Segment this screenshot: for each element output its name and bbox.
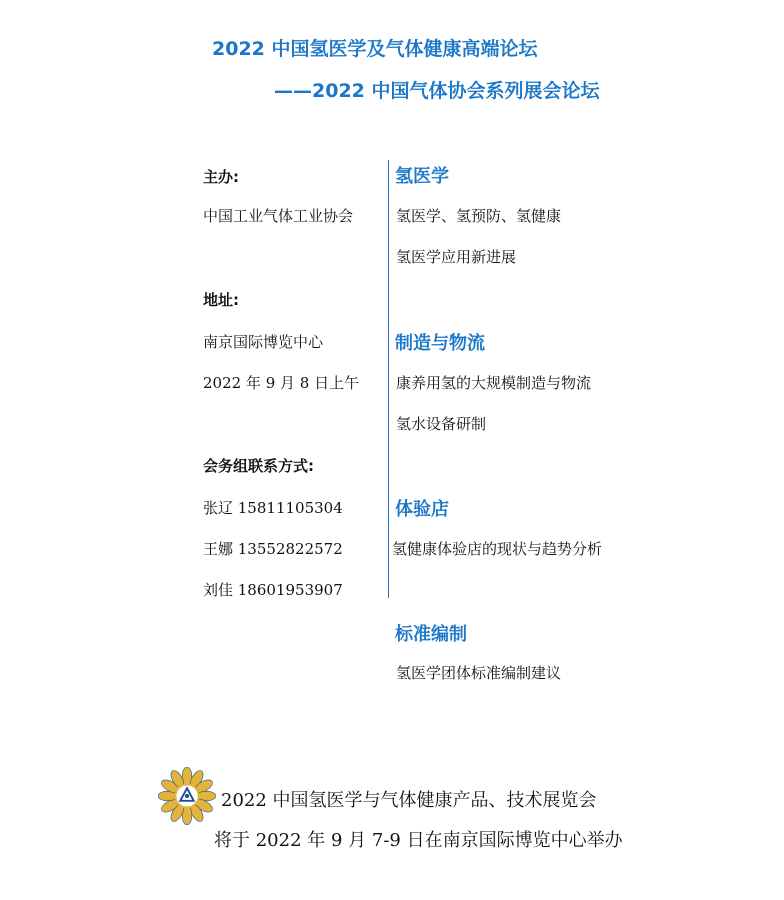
organizer-value: 中国工业气体工业协会: [203, 207, 354, 225]
contact-label: 会务组联系方式:: [203, 457, 314, 475]
expo-announcement: 2022 中国氢医学与气体健康产品、技术展览会: [221, 790, 597, 811]
address-value: 南京国际博览中心: [203, 333, 324, 351]
section-title: 体验店: [395, 499, 449, 520]
section-title: 氢医学: [395, 166, 449, 187]
address-label: 地址:: [203, 291, 239, 309]
section-item: 氢健康体验店的现状与趋势分析: [392, 540, 603, 558]
sunflower-logo-icon: [158, 767, 216, 825]
contact-item: 刘佳 18601953907: [203, 581, 343, 599]
expo-schedule: 将于 2022 年 9 月 7-9 日在南京国际博览中心举办: [214, 830, 623, 851]
page-subtitle: ——2022 中国气体协会系列展会论坛: [274, 80, 600, 102]
section-item: 氢医学团体标准编制建议: [396, 664, 562, 682]
contact-item: 张辽 15811105304: [203, 499, 343, 517]
section-item: 氢医学应用新进展: [396, 248, 517, 266]
section-title: 标准编制: [395, 624, 467, 645]
contact-item: 王娜 13552822572: [203, 540, 343, 558]
datetime-value: 2022 年 9 月 8 日上午: [203, 374, 360, 392]
section-item: 康养用氢的大规模制造与物流: [396, 374, 592, 392]
page-title: 2022 中国氢医学及气体健康高端论坛: [212, 38, 538, 60]
column-divider: [388, 160, 389, 598]
organizer-label: 主办:: [203, 168, 239, 186]
section-item: 氢水设备研制: [396, 415, 487, 433]
section-item: 氢医学、氢预防、氢健康: [396, 207, 562, 225]
section-title: 制造与物流: [395, 333, 485, 354]
